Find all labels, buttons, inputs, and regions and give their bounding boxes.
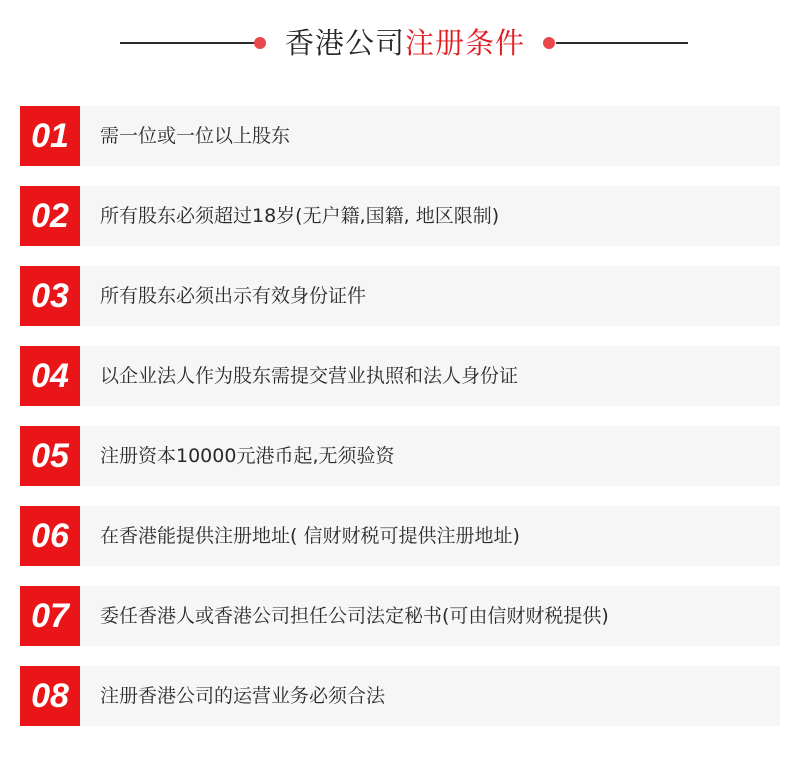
item-number: 03: [20, 266, 80, 326]
header-line-right: [556, 42, 688, 44]
header-dot-right: [543, 37, 555, 49]
list-item: [20, 586, 780, 646]
header-line-left: [120, 42, 256, 44]
item-text: 以企业法人作为股东需提交营业执照和法人身份证: [100, 365, 519, 387]
item-text: 注册资本10000元港币起,无须验资: [100, 445, 395, 467]
item-text: 在香港能提供注册地址( 信财财税可提供注册地址): [100, 525, 520, 547]
item-number: 08: [20, 666, 80, 726]
list-item: [20, 426, 780, 486]
header: [0, 18, 800, 68]
item-text: 委任香港人或香港公司担任公司法定秘书(可由信财财税提供): [100, 605, 609, 627]
item-number: 06: [20, 506, 80, 566]
item-number: 01: [20, 106, 80, 166]
conditions-list: [20, 106, 780, 746]
list-item: [20, 186, 780, 246]
list-item: [20, 106, 780, 166]
title-red-part: 注册条件: [405, 26, 526, 60]
title-dark-part: 香港公司: [284, 26, 405, 60]
list-item: [20, 506, 780, 566]
item-text: 注册香港公司的运营业务必须合法: [100, 685, 386, 707]
item-number: 05: [20, 426, 80, 486]
list-item: [20, 346, 780, 406]
item-number: 07: [20, 586, 80, 646]
list-item: [20, 666, 780, 726]
page-title: [270, 18, 540, 68]
item-text: 需一位或一位以上股东: [100, 125, 291, 147]
item-number: 02: [20, 186, 80, 246]
list-item: [20, 266, 780, 326]
header-dot-left: [254, 37, 266, 49]
item-text: 所有股东必须出示有效身份证件: [100, 285, 367, 307]
item-number: 04: [20, 346, 80, 406]
item-text: 所有股东必须超过18岁(无户籍,国籍, 地区限制): [100, 205, 500, 227]
